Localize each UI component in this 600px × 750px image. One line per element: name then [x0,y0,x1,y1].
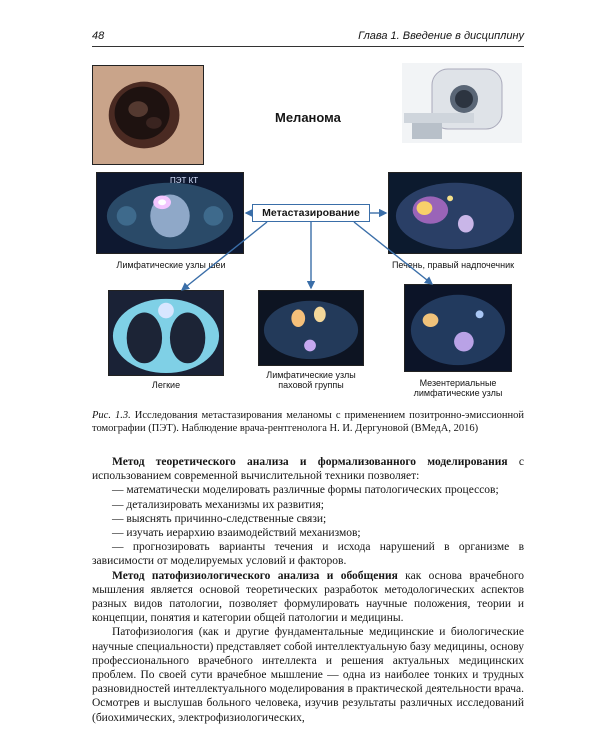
pet-lungs-scan [108,290,224,376]
paragraph-1-heading: Метод теоретического анализа и формализованного моделирования [112,456,508,468]
running-header [92,28,524,47]
caption-groin-line2: паховой группы [278,380,344,390]
list-item: — детализировать механизмы их развития; [112,498,324,511]
list-item: — выяснять причинно-следственные связи; [112,512,327,525]
list-item: — изучать иерархию взаимодействий механизмов; [112,527,361,540]
paragraph-2-heading: Метод патофизиологического анализа и обобщения [112,569,398,582]
pet-liver-scan [388,172,522,254]
pet-groin-scan [258,290,364,366]
list-item: — прогнозировать варианты течения и исхода нарушений в организме в зависимости от моделируемых условий и факторов. [92,541,524,568]
caption-mesenteric-line2: лимфатические узлы [413,388,503,398]
body-text [92,455,524,725]
pet-mesenteric-scan [404,284,512,372]
paragraph-3: Патофизиология (как и другие фундаментальные медицинские и биологические научные специальности) представляет собой интеллектуальную базу медицины, основу профессионального врачебного интеллекта и решения актуальных медицинских проблем. По своей сути врачебное мышление — одна из наиболее тонких и трудных разновидностей интеллектуального моделирования в практической деятельности врача. Осмотрев и выслушав больного человека, изучив результаты различных исследований (биохимических, электрофизиологических, [92,626,524,724]
paragraph-1-text: с использованием современной вычислительной техники позволяет: [92,456,524,483]
figure-caption-text: Исследования метастазирования меланомы с применением позитронно-эмиссионной томографии (ПЭТ). Наблюдение врача-рентгенолога Н. И. Дергуновой (ВМедА, 2016) [92,410,524,434]
melanoma-photo [92,65,204,165]
caption-lungs: Легкие [151,380,181,390]
list-item: — математически моделировать различные формы патологических процессов; [112,484,499,497]
figure-caption [92,409,524,435]
page-number: 48 [92,30,105,42]
pet-ct-scanner-photo [402,63,522,143]
scan-overlay-label: ПЭТ КТ [170,176,199,185]
caption-groin [252,370,370,390]
caption-groin-line1: Лимфатические узлы [266,370,356,380]
chapter-title: Глава 1. Введение в дисциплину [358,30,524,42]
caption-neck: Лимфатические узлы шеи [116,260,226,270]
paragraph-1 [92,455,524,483]
paragraph-2-text: как основа врачебного мышления является основой теоретических разработок методологических аспектов разных видов патологии, позволяет формулировать научные положения, теории и концепции, понятия и категории общей патологии и медицины. [92,569,525,625]
figure-caption-label: Рис. 1.3. [92,410,131,421]
metastasis-label-box: Метастазирование [252,204,370,222]
caption-mesenteric [398,378,518,398]
caption-liver: Печень, правый надпочечник [391,260,515,270]
figure-melanoma-pet [92,58,524,400]
paragraph-2 [92,569,524,626]
figure-title: Меланома [275,110,341,125]
caption-mesenteric-line1: Мезентериальные [419,378,497,388]
